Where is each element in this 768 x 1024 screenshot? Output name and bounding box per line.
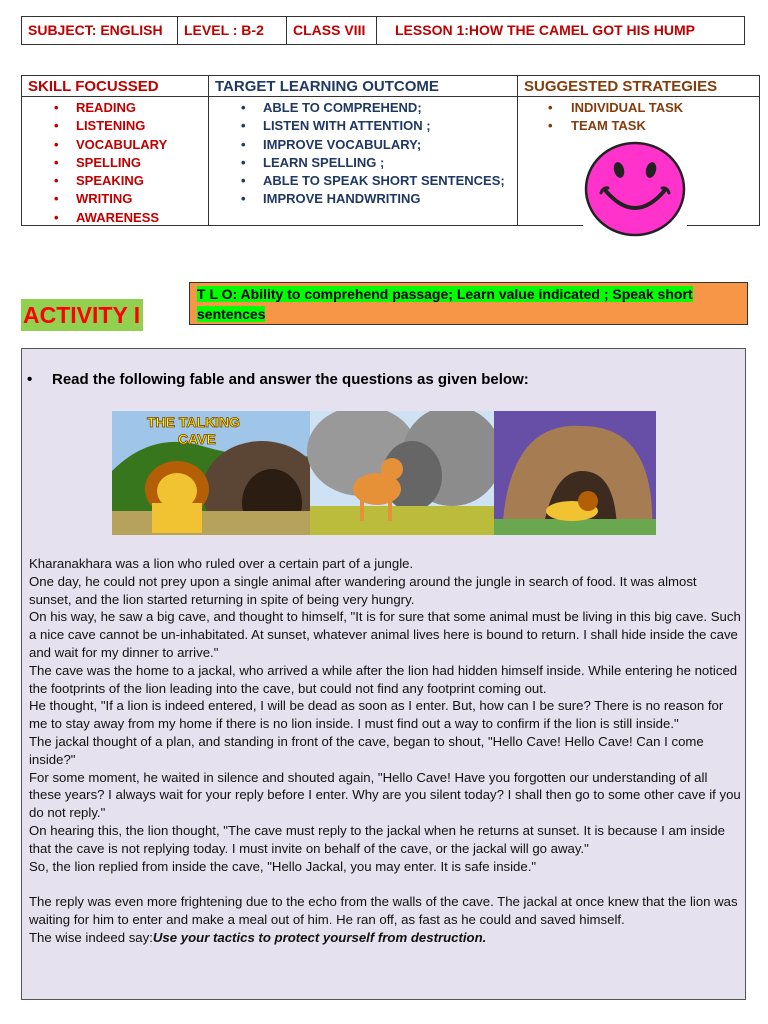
skill-item: • READING	[22, 99, 208, 117]
target-outcome-header: TARGET LEARNING OUTCOME	[209, 76, 517, 97]
story-paragraph: One day, he could not prey upon a single animal after wandering around the jungle in search of food. It was almost sunset, and the lion started returning in spite of being very hungry.	[29, 573, 697, 607]
strategies-header: SUGGESTED STRATEGIES	[518, 76, 760, 97]
skill-item: • WRITING	[22, 190, 208, 208]
story-paragraph: Kharanakhara was a lion who ruled over a certain part of a jungle.	[29, 556, 414, 571]
skill-focussed-column	[22, 76, 209, 226]
lesson-header-table	[21, 16, 745, 45]
smiley-icon	[583, 140, 687, 238]
strategy-item: • TEAM TASK	[518, 117, 760, 135]
outcome-item: • IMPROVE VOCABULARY;	[209, 136, 517, 154]
level-cell: LEVEL : B-2	[178, 17, 287, 44]
story-paragraph: On hearing this, the lion thought, "The cave must reply to the jackal when he returns at sunset. It is because I am inside that the cave is not replying today. I must invite on behalf of the cave, or the jackal will go away."	[29, 822, 725, 856]
fable-illustrations	[112, 411, 656, 535]
story-paragraph: The cave was the home to a jackal, who arrived a while after the lion had hidden himself inside. While entering he noticed the footprints of the lion leading into the cave, but could not find any footprint coming out.	[29, 662, 738, 696]
fable-text	[29, 555, 741, 947]
story-paragraph: The jackal thought of a plan, and standing in front of the cave, began to shout, "Hello Cave! Hello Cave! Can I come inside?"	[29, 733, 704, 767]
outcomes-list	[209, 97, 517, 209]
outcome-item: • IMPROVE HANDWRITING	[209, 190, 517, 208]
moral-text: Use your tactics to protect yourself from destruction.	[152, 929, 487, 945]
fable-illustration-image	[112, 411, 656, 535]
moral-prefix: The wise indeed say:	[29, 929, 153, 945]
tlo-box	[189, 282, 748, 325]
outcome-item: • LEARN SPELLING ;	[209, 154, 517, 172]
skills-list	[22, 97, 208, 227]
illustration-title-line1: THE TALKING	[147, 414, 241, 430]
skill-item: • SPELLING	[22, 154, 208, 172]
class-cell: CLASS VIII	[287, 17, 377, 44]
story-paragraph: For some moment, he waited in silence and shouted again, "Hello Cave! Have you forgotten our understanding of all these years? I always wait for your reply before I enter. Why are you silent today? I shall then go to some other cave if you do not reply."	[29, 769, 741, 821]
illustration-title-line2: CAVE	[178, 431, 216, 447]
fable-panel	[21, 348, 746, 1000]
outcome-item: • ABLE TO COMPREHEND;	[209, 99, 517, 117]
strategies-list	[518, 97, 760, 136]
tlo-text: T L O: Ability to comprehend passage; Learn value indicated ; Speak short sentences	[197, 286, 693, 322]
outcome-item: • LISTEN WITH ATTENTION ;	[209, 117, 517, 135]
skill-item: • LISTENING	[22, 117, 208, 135]
target-outcome-column	[209, 76, 518, 226]
instruction-text: • Read the following fable and answer the questions as given below:	[52, 371, 529, 388]
story-paragraph: He thought, "If a lion is indeed entered, I will be dead as soon as I enter. But, how can I be sure? There is no reason for me to stay away from my home if there is no lion inside. I must find out a way to confirm if the lion is still inside."	[29, 698, 724, 732]
skill-focussed-header: SKILL FOCUSSED	[22, 76, 208, 97]
activity-label: ACTIVITY I	[21, 299, 143, 331]
story-paragraph: On his way, he saw a big cave, and thought to himself, "It is for sure that some animal must be living in this big cave. Such a nice cave cannot be un-inhabitated. At sunset, whatever animal lives here is bound to return. I shall hide inside the cave and wait for my dinner to arrive."	[29, 609, 741, 660]
skill-item: • SPEAKING	[22, 172, 208, 190]
story-paragraph: So, the lion replied from inside the cave, "Hello Jackal, you may enter. It is safe inside."	[29, 858, 537, 874]
moral-line	[29, 929, 741, 947]
subject-cell: SUBJECT: ENGLISH	[22, 17, 178, 44]
outcome-item: • ABLE TO SPEAK SHORT SENTENCES;	[209, 172, 517, 190]
story-paragraph: The reply was even more frightening due to the echo from the walls of the cave. The jackal at once knew that the lion was waiting for him to enter and make a meal out of him. He ran off, as fast as he could and saved himself.	[29, 894, 738, 927]
strategy-item: • INDIVIDUAL TASK	[518, 99, 760, 117]
lesson-cell: LESSON 1:HOW THE CAMEL GOT HIS HUMP	[395, 22, 695, 38]
skill-item: • VOCABULARY	[22, 136, 208, 154]
skill-item: • AWARENESS	[22, 209, 208, 227]
